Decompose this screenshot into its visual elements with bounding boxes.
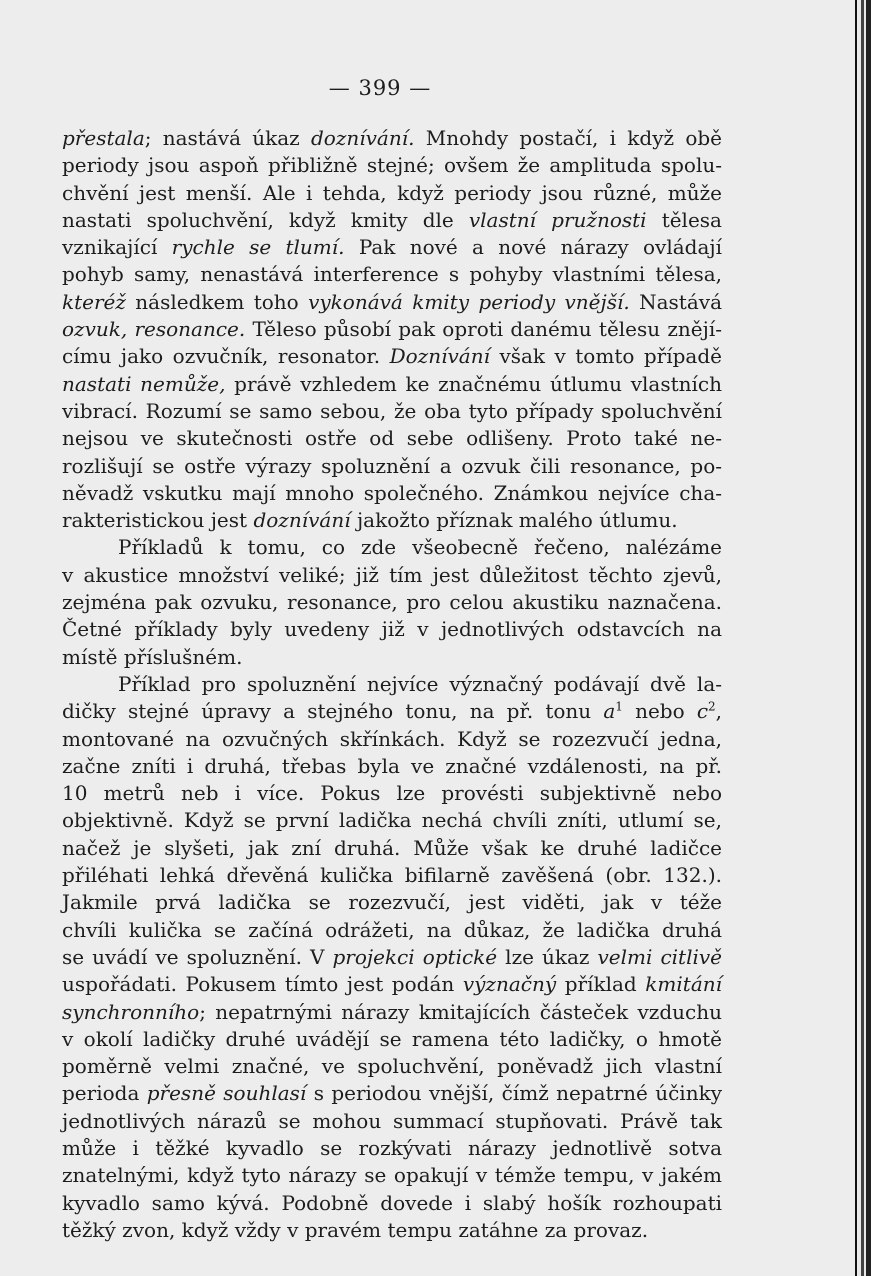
text-run: však v tomto případě xyxy=(489,344,722,369)
text-run: zejména pak ozvuku, resonance, pro celou akustiku naznačena. xyxy=(62,590,722,615)
text-line xyxy=(62,644,722,671)
text-run: místě příslušném. xyxy=(62,644,243,669)
italic-run: c xyxy=(696,699,709,724)
italic-run: vlastní pružnosti xyxy=(468,207,647,232)
text-run: perioda xyxy=(62,1081,147,1106)
italic-run: rychle se tlumí. xyxy=(171,235,345,260)
italic-run: kmitání xyxy=(645,972,723,997)
text-line xyxy=(62,1217,722,1244)
superscript: 1 xyxy=(615,699,623,714)
text-line xyxy=(62,234,722,261)
text-run: rozlišují se ostře výrazy spoluznění a ozvuk čili resonance, po- xyxy=(62,453,722,478)
text-line xyxy=(62,480,722,507)
text-line xyxy=(62,152,722,179)
text-line xyxy=(62,125,722,152)
text-line xyxy=(62,316,722,343)
italic-run: Doznívání xyxy=(389,344,490,369)
text-run: načež je slyšeti, jak zní druhá. Může však ke druhé ladičce xyxy=(62,835,722,860)
text-run: s periodou vnější, čímž nepatrné účinky xyxy=(306,1081,722,1106)
text-run: v akustice množství veliké; již tím jest důležitost těchto zjevů, xyxy=(62,562,722,587)
text-line xyxy=(62,425,722,452)
text-line xyxy=(62,507,722,534)
text-run: něvadž vskutku mají mnoho společného. Známkou nejvíce cha- xyxy=(62,480,722,505)
text-line xyxy=(62,1108,722,1135)
text-run: Příklad pro spoluznění nejvíce význačný podávají dvě la- xyxy=(118,671,722,696)
text-run: v okolí ladičky druhé uvádějí se ramena této ladičky, o hmotě xyxy=(62,1026,722,1051)
italic-run: projekci optické xyxy=(332,944,498,969)
superscript: 2 xyxy=(708,699,716,714)
text-line xyxy=(62,671,722,698)
text-line xyxy=(62,207,722,234)
text-line xyxy=(62,780,722,807)
text-run: montované na ozvučných skřínkách. Když se rozezvučí jedna, xyxy=(62,726,722,751)
text-run: objektivně. Když se první ladička nechá chvíli zníti, utlumí se, xyxy=(62,808,722,833)
text-run: vibrací. Rozumí se samo sebou, že oba tyto případy spoluchvění xyxy=(62,398,722,423)
text-run: začne zníti i druhá, třebas byla ve značné vzdálenosti, na př. xyxy=(62,753,722,778)
text-run: Pak nové a nové nárazy ovládají xyxy=(344,235,722,260)
text-run: přiléhati lehká dřevěná kulička bifilarně zavěšená (obr. 132.). xyxy=(62,863,722,888)
text-run: Příkladů k tomu, co zde všeobecně řečeno, nalézáme xyxy=(118,535,722,560)
text-line xyxy=(62,1026,722,1053)
page-edge xyxy=(866,0,871,1276)
text-run: poměrně velmi značné, ve spoluchvění, poněvadž jich vlastní xyxy=(62,1054,722,1079)
body-text xyxy=(62,125,722,1244)
italic-run: ozvuk, resonance. xyxy=(62,317,246,342)
italic-run: kteréž xyxy=(62,289,126,314)
italic-run: vykonává kmity periody vnější. xyxy=(308,289,630,314)
text-line xyxy=(62,753,722,780)
italic-run: význačný xyxy=(462,972,557,997)
text-run: pohyb samy, nenastává interference s pohyby vlastními tělesa, xyxy=(62,262,722,287)
text-run: dičky stejné úpravy a stejného tonu, na př. tonu xyxy=(62,699,604,724)
text-run: jakožto příznak malého útlumu. xyxy=(350,508,678,533)
italic-run: velmi citlivě xyxy=(597,944,722,969)
italic-run: doznívání. xyxy=(310,126,415,150)
text-line xyxy=(62,261,722,288)
text-line xyxy=(62,917,722,944)
text-line xyxy=(62,999,722,1026)
text-run: rakteristickou jest xyxy=(62,508,254,533)
text-run: Mnohdy postačí, i když obě xyxy=(414,126,722,150)
text-line xyxy=(62,944,722,971)
text-run: , xyxy=(715,699,723,724)
italic-run: nastati nemůže, xyxy=(62,371,226,396)
text-line xyxy=(62,698,722,725)
text-run: se uvádí ve spoluznění. V xyxy=(62,944,333,969)
page-edge xyxy=(855,0,857,1276)
text-run: periody jsou aspoň přibližně stejné; ovšem že amplituda spolu- xyxy=(62,153,722,178)
text-line xyxy=(62,343,722,370)
text-run: příklad xyxy=(556,972,646,997)
text-run: může i těžké kyvadlo se rozkývati nárazy jednotlivě sotva xyxy=(62,1135,722,1160)
text-line xyxy=(62,453,722,480)
text-line xyxy=(62,1190,722,1217)
text-line xyxy=(62,1053,722,1080)
text-line xyxy=(62,398,722,425)
text-line xyxy=(62,1135,722,1162)
italic-run: přestala xyxy=(62,126,145,150)
text-run: znatelnými, když tyto nárazy se opakují v témže tempu, v jakém xyxy=(62,1163,722,1188)
text-line xyxy=(62,289,722,316)
text-run: vznikající xyxy=(62,235,172,260)
text-run: kyvadlo samo kývá. Podobně dovede i slabý hošík rozhoupati xyxy=(62,1190,722,1215)
text-run: ; nastává úkaz xyxy=(144,126,311,150)
text-run: těžký zvon, když vždy v pravém tempu zatáhne za provaz. xyxy=(62,1217,649,1242)
text-line xyxy=(62,807,722,834)
text-run: nastati spoluchvění, když kmity dle xyxy=(62,207,469,232)
italic-run: přesně souhlasí xyxy=(146,1081,307,1106)
text-run: následkem toho xyxy=(125,289,309,314)
page-edge xyxy=(861,0,864,1276)
text-line xyxy=(62,862,722,889)
text-run: Nastává xyxy=(629,289,722,314)
text-run: nebo xyxy=(622,699,697,724)
text-line xyxy=(62,180,722,207)
page-number: — 399 — xyxy=(328,76,432,100)
italic-run: doznívání xyxy=(253,508,351,533)
text-line xyxy=(62,726,722,753)
text-run: uspořádati. Pokusem tímto jest podán xyxy=(62,972,463,997)
text-run: címu jako ozvučník, resonator. xyxy=(62,344,390,369)
text-line xyxy=(62,589,722,616)
text-run: tělesa xyxy=(646,207,722,232)
text-run: chvění jest menší. Ale i tehda, když periody jsou různé, může xyxy=(62,180,722,205)
text-line xyxy=(62,1162,722,1189)
text-line xyxy=(62,616,722,643)
italic-run: a xyxy=(603,699,616,724)
text-line xyxy=(62,971,722,998)
text-run: lze úkaz xyxy=(497,944,598,969)
text-run: 10 metrů neb i více. Pokus lze provésti subjektivně nebo xyxy=(62,781,722,806)
text-line xyxy=(62,371,722,398)
text-run: nejsou ve skutečnosti ostře od sebe odlišeny. Proto také ne- xyxy=(62,426,722,451)
text-run: jednotlivých nárazů se mohou summací stupňovati. Právě tak xyxy=(62,1108,722,1133)
text-run: právě vzhledem ke značnému útlumu vlastních xyxy=(225,371,722,396)
text-run: Četné příklady byly uvedeny již v jednotlivých odstavcích na xyxy=(62,617,722,642)
text-line xyxy=(62,1080,722,1107)
text-line xyxy=(62,534,722,561)
text-line xyxy=(62,562,722,589)
text-run: chvíli kulička se začíná odrážeti, na důkaz, že ladička druhá xyxy=(62,917,722,942)
text-run: ; nepatrnými nárazy kmitajících částeček vzduchu xyxy=(199,999,722,1024)
text-line xyxy=(62,889,722,916)
text-line xyxy=(62,835,722,862)
italic-run: synchronního xyxy=(62,999,200,1024)
text-run: Těleso působí pak oproti danému tělesu znějí- xyxy=(245,317,722,342)
text-run: Jakmile prvá ladička se rozezvučí, jest viděti, jak v téže xyxy=(62,890,722,915)
